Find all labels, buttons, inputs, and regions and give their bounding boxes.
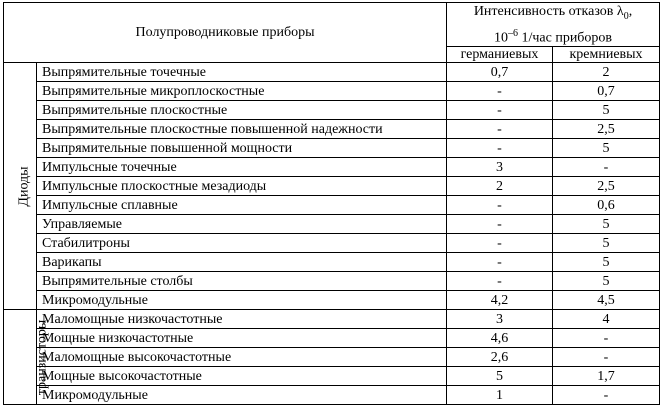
- germanium-value: 3: [447, 310, 553, 329]
- group-label: транзисторы: [34, 319, 50, 396]
- device-name: Микромодульные: [37, 291, 447, 310]
- group-label: Диоды: [16, 166, 32, 207]
- silicon-value: 2,5: [553, 177, 660, 196]
- device-name: Мощные высокочастотные: [37, 367, 447, 386]
- table-row: [4, 82, 660, 101]
- device-name: Микромодульные: [37, 386, 447, 405]
- device-name: Импульсные плоскостные мезадиоды: [37, 177, 447, 196]
- silicon-value: 5: [553, 272, 660, 291]
- silicon-value: 2,5: [553, 120, 660, 139]
- germanium-value: -: [447, 120, 553, 139]
- device-name: Маломощные низкочастотные: [37, 310, 447, 329]
- device-name: Выпрямительные плоскостные: [37, 101, 447, 120]
- group-transistors: [4, 310, 50, 405]
- silicon-value: 1,7: [553, 367, 660, 386]
- device-name: Выпрямительные столбы: [37, 272, 447, 291]
- table-row: [4, 348, 660, 367]
- table-row: [4, 367, 660, 386]
- silicon-value: 5: [553, 234, 660, 253]
- germanium-value: 5: [447, 367, 553, 386]
- table-row: [4, 196, 660, 215]
- table-row: [4, 272, 660, 291]
- germanium-value: -: [447, 196, 553, 215]
- silicon-value: 0,6: [553, 196, 660, 215]
- silicon-value: 5: [553, 101, 660, 120]
- table-row: [4, 120, 660, 139]
- rate-header-base: 10: [493, 30, 508, 46]
- table-row: [4, 253, 660, 272]
- failure-rate-header: [447, 3, 660, 47]
- table-row: [4, 215, 660, 234]
- table-row: [4, 139, 660, 158]
- silicon-value: -: [553, 158, 660, 177]
- table-row: [4, 234, 660, 253]
- silicon-value: 0,7: [553, 82, 660, 101]
- germanium-value: -: [447, 253, 553, 272]
- devices-header: [4, 3, 447, 63]
- device-name: Импульсные сплавные: [37, 196, 447, 215]
- germanium-value: 1: [447, 386, 553, 405]
- silicon-value: 5: [553, 253, 660, 272]
- germanium-value: -: [447, 272, 553, 291]
- rate-header-unit: 1/час приборов: [517, 30, 613, 46]
- device-name: Варикапы: [37, 253, 447, 272]
- germanium-value: 2,6: [447, 348, 553, 367]
- header-row: [4, 3, 660, 47]
- germanium-value: -: [447, 215, 553, 234]
- germanium-value: 0,7: [447, 63, 553, 82]
- silicon-value: 2: [553, 63, 660, 82]
- device-name: Выпрямительные точечные: [37, 63, 447, 82]
- table-row: [4, 101, 660, 120]
- silicon-value: -: [553, 348, 660, 367]
- silicon-value: 4: [553, 310, 660, 329]
- device-name: Выпрямительные микроплоскостные: [37, 82, 447, 101]
- germanium-header: германиевых: [447, 47, 553, 63]
- germanium-value: -: [447, 101, 553, 120]
- rate-header-comma: ,: [628, 4, 633, 19]
- rate-header-exponent: –6: [507, 27, 518, 39]
- group-diodes: [4, 63, 37, 310]
- table-row: [4, 329, 660, 348]
- device-name: Управляемые: [37, 215, 447, 234]
- table-row: [4, 158, 660, 177]
- table-row: [4, 386, 660, 405]
- germanium-value: -: [447, 82, 553, 101]
- rate-header-subscript: 0: [623, 10, 629, 22]
- device-name: Маломощные высокочастотные: [37, 348, 447, 367]
- germanium-value: -: [447, 234, 553, 253]
- device-name: Выпрямительные повышенной мощности: [37, 139, 447, 158]
- table-row: [4, 63, 660, 82]
- silicon-value: 4,5: [553, 291, 660, 310]
- device-name: Выпрямительные плоскостные повышенной надежности: [37, 120, 447, 139]
- device-name: Импульсные точечные: [37, 158, 447, 177]
- germanium-value: 4,6: [447, 329, 553, 348]
- germanium-value: 3: [447, 158, 553, 177]
- germanium-value: 4,2: [447, 291, 553, 310]
- device-name: Стабилитроны: [37, 234, 447, 253]
- germanium-value: -: [447, 139, 553, 158]
- device-name: Мощные низкочастотные: [37, 329, 447, 348]
- germanium-value: 2: [447, 177, 553, 196]
- table-row: [4, 177, 660, 196]
- silicon-value: -: [553, 329, 660, 348]
- silicon-value: 5: [553, 215, 660, 234]
- table-row: [4, 310, 660, 329]
- silicon-value: -: [553, 386, 660, 405]
- rate-header-text: Интенсивность отказов λ: [473, 4, 624, 19]
- silicon-value: 5: [553, 139, 660, 158]
- silicon-header: кремниевых: [553, 47, 660, 63]
- devices-header-label: Полупроводниковые приборы: [135, 25, 315, 41]
- table-row: [4, 291, 660, 310]
- failure-rate-table: [3, 2, 660, 405]
